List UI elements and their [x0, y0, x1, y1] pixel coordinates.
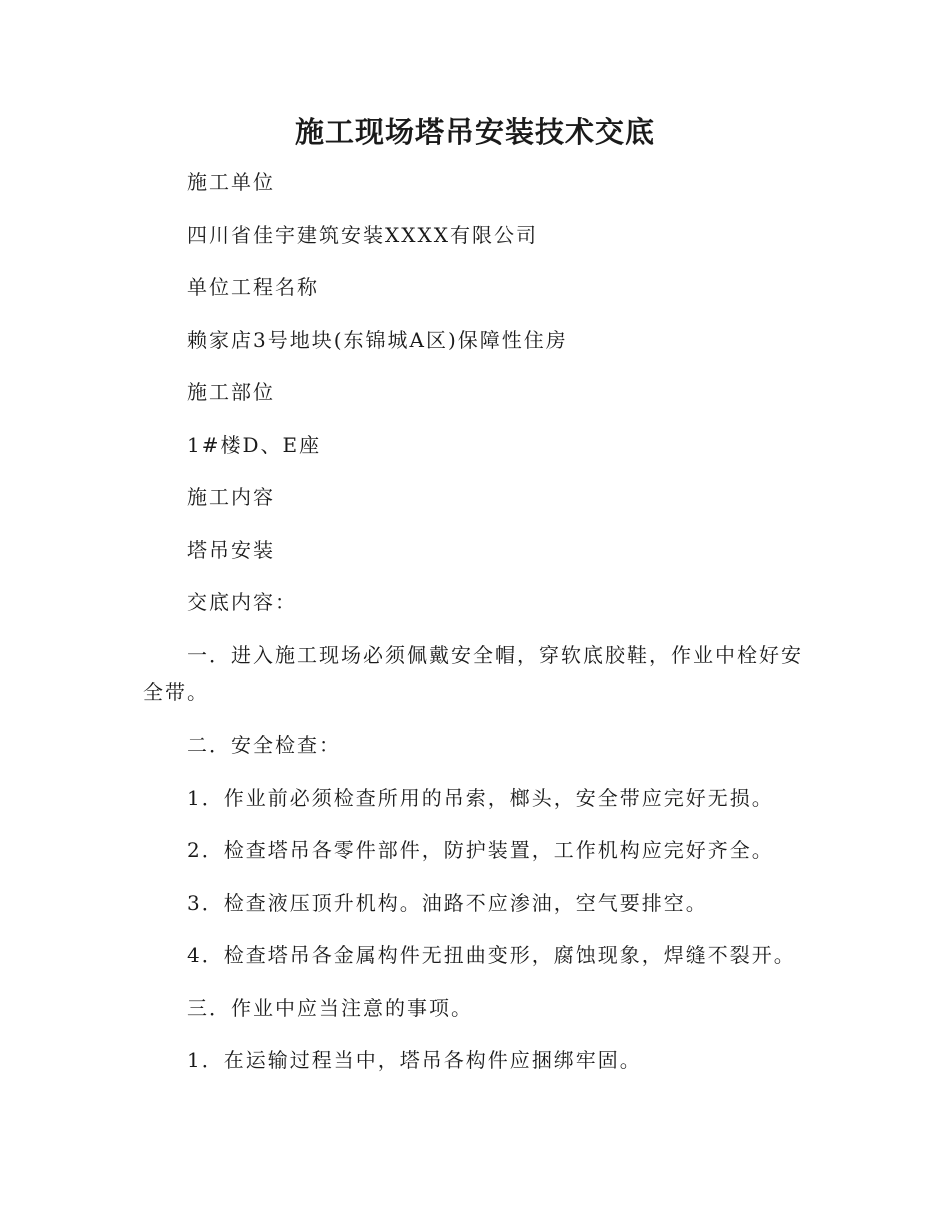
list-item-3-1: 1．在运输过程当中，塔吊各构件应捆绑牢固。: [187, 1048, 642, 1072]
value-project-name: 赖家店3号地块(东锦城A区)保障性住房: [187, 328, 568, 352]
list-item-2-3: 3．检查液压顶升机构。油路不应渗油，空气要排空。: [187, 891, 708, 915]
label-project-name: 单位工程名称: [187, 275, 319, 299]
section-heading-3: 三．作业中应当注意的事项。: [187, 996, 473, 1020]
list-item-2-4: 4．检查塔吊各金属构件无扭曲变形，腐蚀现象，焊缝不裂开。: [187, 943, 796, 967]
document-title: 施工现场塔吊安装技术交底: [294, 115, 655, 149]
value-construction-unit: 四川省佳宇建筑安装XXXX有限公司: [187, 223, 538, 247]
label-briefing-content: 交底内容：: [187, 590, 297, 614]
paragraph-1-line-2: 全带。: [143, 680, 209, 704]
section-heading-2: 二．安全检查：: [187, 733, 341, 757]
value-construction-content: 塔吊安装: [187, 538, 275, 562]
paragraph-1-line-1: 一．进入施工现场必须佩戴安全帽，穿软底胶鞋，作业中栓好安: [187, 643, 803, 667]
label-construction-unit: 施工单位: [187, 170, 275, 194]
label-construction-content: 施工内容: [187, 485, 275, 509]
list-item-2-1: 1．作业前必须检查所用的吊索，榔头，安全带应完好无损。: [187, 786, 774, 810]
list-item-2-2: 2．检查塔吊各零件部件，防护装置，工作机构应完好齐全。: [187, 838, 774, 862]
label-construction-part: 施工部位: [187, 380, 275, 404]
value-construction-part: 1#楼D、E座: [187, 433, 322, 457]
